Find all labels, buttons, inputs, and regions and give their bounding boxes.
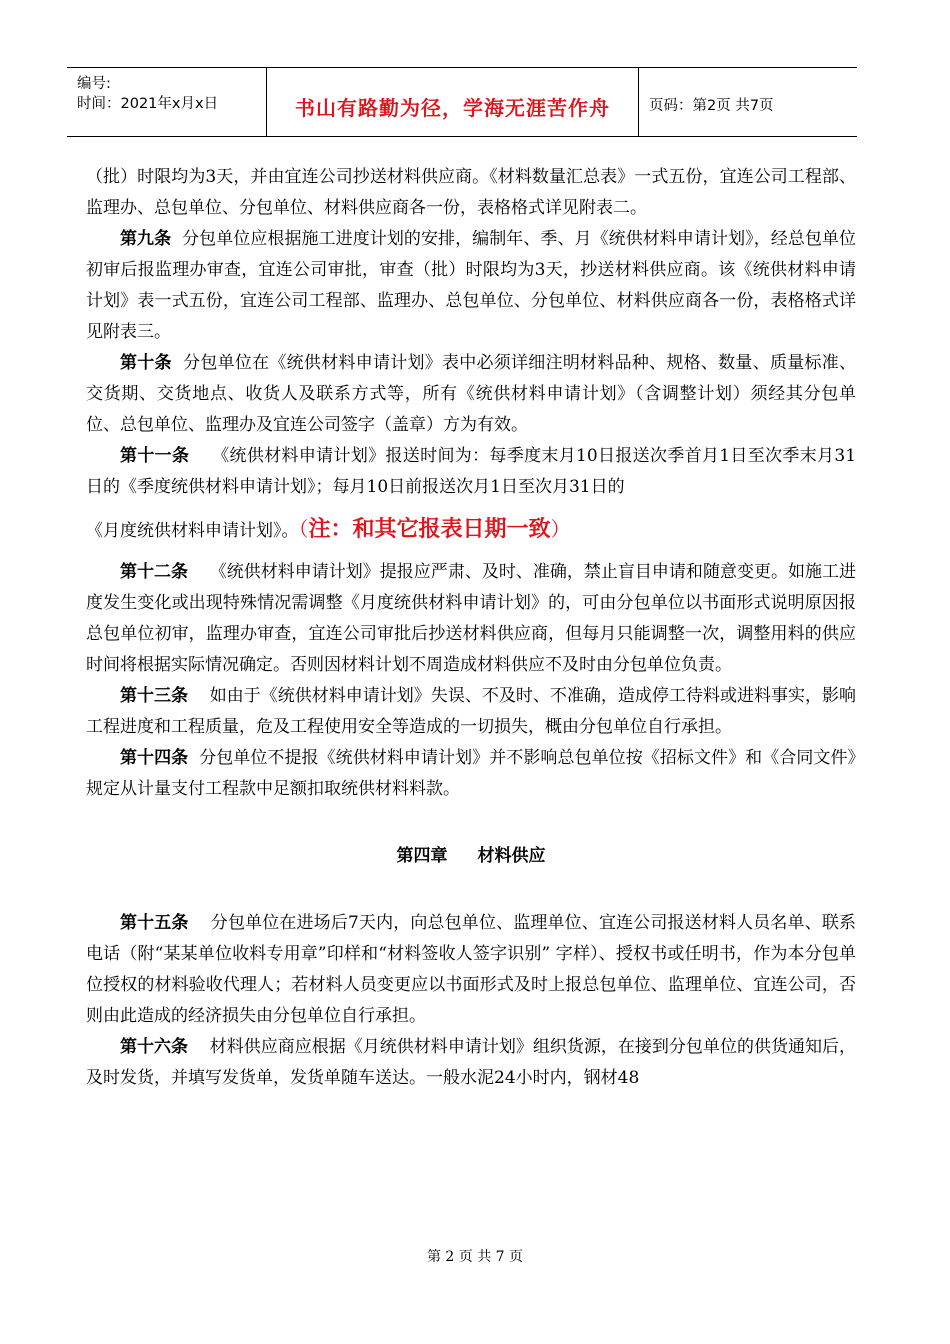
header-motto-cell	[267, 68, 639, 136]
chapter-title: 材料供应	[477, 846, 546, 866]
article-16-title: 第十六条	[120, 1037, 189, 1057]
article-15	[86, 908, 856, 1032]
article-14-text: 分包单位不提报《统供材料申请计划》并不影响总包单位按《招标文件》和《合同文件》规定从计量支付工程款中足额扣取统供材料料款。	[86, 748, 857, 799]
article-10-title: 第十条	[120, 353, 172, 373]
article-11-note-close: ）	[550, 517, 571, 541]
document-body	[86, 162, 856, 1094]
article-9	[86, 224, 856, 348]
chapter-number: 第四章	[396, 846, 448, 866]
article-14	[86, 743, 856, 805]
header-page-number: 页码：第2页 共7页	[649, 98, 774, 114]
article-13-text: 如由于《统供材料申请计划》失误、不及时、不准确，造成停工待料或进料事实，影响工程进度和工程质量，危及工程使用安全等造成的一切损失，概由分包单位自行承担。	[86, 686, 857, 737]
article-11-tail	[86, 509, 856, 551]
article-9-text: 分包单位应根据施工进度计划的安排，编制年、季、月《统供材料申请计划》，经总包单位初审后报监理办审查，宜连公司审批，审查（批）时限均为3天，抄送材料供应商。该《统供材料申请计划》表一式五份，宜连公司工程部、监理办、总包单位、分包单位、材料供应商各一份，表格格式详见附表三。	[86, 229, 857, 342]
article-13	[86, 681, 856, 743]
document-number-label: 编号:	[77, 76, 111, 92]
article-11-text: 《统供材料申请计划》报送时间为：每季度末月10日报送次季首月1日至次季末月31日的《季度统供材料申请计划》；每月10日前报送次月1日至次月31日的	[86, 446, 857, 497]
article-9-title: 第九条	[120, 229, 172, 249]
article-16-text: 材料供应商应根据《月统供材料申请计划》组织货源，在接到分包单位的供货通知后，及时发货，并填写发货单，发货单随车送达。一般水泥24小时内，钢材48	[86, 1037, 857, 1088]
header-info-cell	[67, 68, 267, 136]
article-11-note-open: （	[298, 517, 309, 541]
article-15-title: 第十五条	[120, 913, 189, 933]
article-12-title: 第十二条	[120, 562, 189, 582]
article-11-tail-text: 《月度统供材料申请计划》。	[86, 521, 299, 541]
article-12	[86, 557, 856, 681]
article-10-text: 分包单位在《统供材料申请计划》表中必须详细注明材料品种、规格、数量、质量标准、交货期、交货地点、收货人及联系方式等，所有《统供材料申请计划》（含调整计划）须经其分包单位、总包单位、监理办及宜连公司签字（盖章）方为有效。	[86, 353, 856, 435]
header-page-cell	[639, 68, 857, 136]
article-11-note: 注：和其它报表日期一致	[308, 517, 551, 542]
page-header	[67, 67, 857, 137]
article-10	[86, 348, 856, 441]
header-motto: 书山有路勤为径，学海无涯苦作舟	[295, 96, 610, 120]
article-11	[86, 441, 856, 503]
paragraph-continued: （批）时限均为3天，并由宜连公司抄送材料供应商。《材料数量汇总表》一式五份，宜连公司工程部、监理办、总包单位、分包单位、材料供应商各一份，表格格式详见附表二。	[86, 167, 856, 218]
article-13-title: 第十三条	[120, 686, 189, 706]
article-15-text: 分包单位在进场后7天内，向总包单位、监理单位、宜连公司报送材料人员名单、联系电话（附“某某单位收料专用章”印样和“材料签收人签字识别” 字样）、授权书或任明书，作为本分包单位授权的材料验收代理人；若材料人员变更应以书面形式及时上报总包单位、监理单位、宜连公司，否则由此造成的经济损失由分包单位自行承担。	[86, 913, 856, 1026]
article-16	[86, 1032, 856, 1094]
document-time-label: 时间：2021年x月x日	[77, 96, 219, 112]
page-footer: 第 2 页 共 7 页	[426, 1249, 524, 1265]
article-11-title: 第十一条	[120, 446, 190, 466]
chapter-heading	[86, 841, 856, 872]
article-14-title: 第十四条	[120, 748, 189, 768]
article-12-text: 《统供材料申请计划》提报应严肃、及时、准确，禁止盲目申请和随意变更。如施工进度发生变化或出现特殊情况需调整《月度统供材料申请计划》的，可由分包单位以书面形式说明原因报总包单位初审，监理办审查，宜连公司审批后抄送材料供应商，但每月只能调整一次，调整用料的供应时间将根据实际情况确定。否则因材料计划不周造成材料供应不及时由分包单位负责。	[86, 562, 857, 675]
